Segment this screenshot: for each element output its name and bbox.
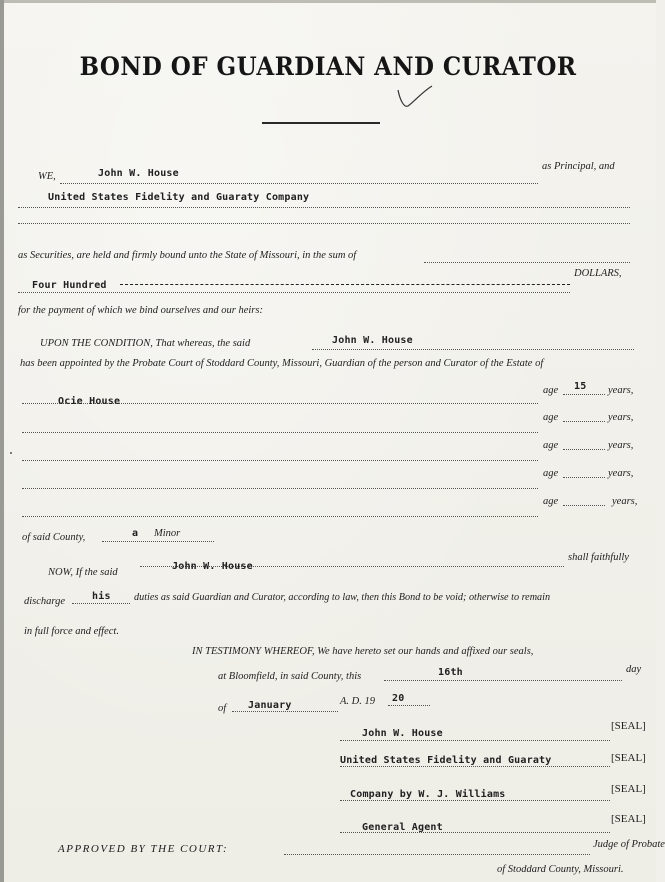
year-value: 20 <box>392 693 405 704</box>
shall-faithfully: shall faithfully <box>568 552 629 563</box>
day-line <box>384 680 622 681</box>
testimony-text: IN TESTIMONY WHEREOF, We have hereto set our hands and affixed our seals, <box>192 646 534 657</box>
ad-label: A. D. 19 <box>340 696 375 707</box>
ward-name-line-4 <box>22 488 538 489</box>
court-county: of Stoddard County, Missouri. <box>497 864 624 875</box>
now-name: John W. House <box>172 561 253 572</box>
ward-name-1: Ocie House <box>58 396 121 407</box>
condition-name: John W. House <box>332 335 413 346</box>
discharge-label: discharge <box>24 596 66 607</box>
age-line-5 <box>563 505 605 506</box>
pronoun-line <box>72 603 130 604</box>
surety-line <box>18 207 630 208</box>
check-mark-icon <box>396 84 434 112</box>
signature-2: United States Fidelity and Guaraty <box>340 755 552 766</box>
minor-label: Minor <box>154 528 181 539</box>
blank-line <box>18 223 630 224</box>
month-value: January <box>248 700 292 711</box>
minor-line <box>102 541 214 542</box>
day-label: day <box>626 664 642 675</box>
month-line <box>232 711 338 712</box>
securities-text: as Securities, are held and firmly bound unto the State of Missouri, in the sum of <box>18 250 357 261</box>
signature-4: General Agent <box>362 822 443 833</box>
we-label: WE, <box>38 171 56 182</box>
seal-2: [SEAL] <box>611 752 646 764</box>
sum-line-b <box>18 292 570 293</box>
principal-name: John W. House <box>98 168 179 179</box>
dollars-label: DOLLARS, <box>574 268 622 279</box>
sum-words: Four Hundred <box>32 280 107 291</box>
age-line-2 <box>563 421 605 422</box>
duties-text: duties as said Guardian and Curator, according to law, then this Bond to be void; otherwise to remain <box>134 592 551 603</box>
age-label-4: age <box>543 468 559 479</box>
payment-text: for the payment of which we bind ourselves and our heirs: <box>18 305 263 316</box>
of-label: of <box>218 703 227 714</box>
judge-line <box>284 854 590 855</box>
day-value: 16th <box>438 667 463 678</box>
seal-3: [SEAL] <box>611 783 646 795</box>
ward-name-line-2 <box>22 432 538 433</box>
pronoun: his <box>92 591 111 602</box>
full-force: in full force and effect. <box>24 626 119 637</box>
scan-edge-left <box>0 0 4 882</box>
age-line-1 <box>563 394 605 395</box>
condition-line <box>312 349 634 350</box>
minor-prefix: a <box>132 528 139 539</box>
signature-1: John W. House <box>362 728 443 739</box>
years-label-5: years, <box>612 496 638 507</box>
years-label-2: years, <box>608 412 634 423</box>
year-line <box>388 705 430 706</box>
scan-edge-top <box>0 0 656 3</box>
appointed-text: has been appointed by the Probate Court of Stoddard County, Missouri, Guardian of the person and Curator of the Estate of <box>20 358 544 369</box>
approved-label: APPROVED BY THE COURT: <box>58 843 229 855</box>
years-label-4: years, <box>608 468 634 479</box>
age-label-2: age <box>543 412 559 423</box>
sum-line-a <box>424 262 630 263</box>
surety-name: United States Fidelity and Guaraty Company <box>48 192 310 203</box>
age-label-1: age <box>543 385 559 396</box>
age-label-3: age <box>543 440 559 451</box>
signature-3: Company by W. J. Williams <box>350 789 506 800</box>
ward-name-line-5 <box>22 516 538 517</box>
document-title: BOND OF GUARDIAN AND CURATOR <box>79 52 577 81</box>
years-label-3: years, <box>608 440 634 451</box>
principal-line <box>60 183 538 184</box>
age-line-3 <box>563 449 605 450</box>
as-principal-label: as Principal, and <box>542 161 615 172</box>
age-label-5: age <box>543 496 559 507</box>
ward-age-1: 15 <box>574 381 587 392</box>
title-underline <box>262 122 380 124</box>
seal-4: [SEAL] <box>611 813 646 825</box>
at-text: at Bloomfield, in said County, this <box>218 671 362 682</box>
years-label-1: years, <box>608 385 634 396</box>
now-text: NOW, If the said <box>48 567 118 578</box>
age-line-4 <box>563 477 605 478</box>
signature-line-2 <box>340 766 610 767</box>
of-said-county: of said County, <box>22 532 86 543</box>
sum-dash-line <box>120 284 570 285</box>
signature-line-1 <box>340 740 610 741</box>
seal-1: [SEAL] <box>611 720 646 732</box>
condition-text: UPON THE CONDITION, That whereas, the said <box>40 338 251 349</box>
ward-name-line-3 <box>22 460 538 461</box>
judge-label: Judge of Probate <box>593 839 665 850</box>
scan-speck <box>10 452 12 454</box>
signature-line-3 <box>340 800 610 801</box>
